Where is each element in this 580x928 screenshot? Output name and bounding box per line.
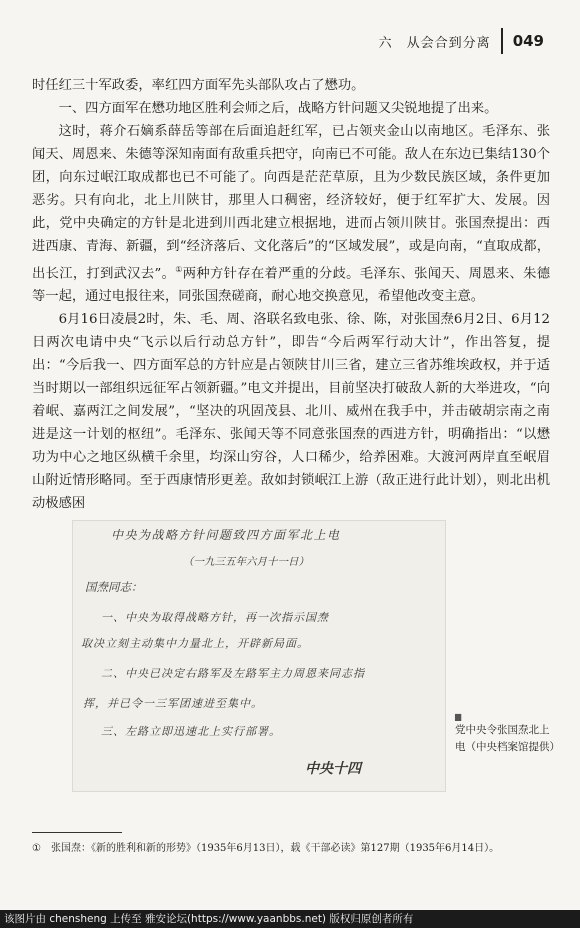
footnote-text: 张国焘：《新的胜利和新的形势》（1935年6月13日），载《干部必读》第127期（1935年6月14日）。 [50, 843, 500, 854]
telegram-line: 二、中央已决定右路军及左路军主力周恩来同志指 [101, 667, 365, 680]
telegram-salutation: 国焘同志： [85, 580, 143, 594]
page-header [379, 28, 544, 54]
watermark-text: 该图片由 chensheng 上传至 雅安论坛(https://www.yaanbbs.net) 版权归原创者所有 [4, 913, 414, 925]
footnote-number: ① [32, 843, 41, 854]
telegram-line: 三、左路立即迅速北上实行部署。 [101, 725, 281, 738]
watermark-bar [0, 910, 580, 928]
image-caption [455, 712, 560, 756]
header-divider [501, 28, 503, 54]
paragraph [32, 120, 550, 308]
telegram-line: 挥，并已令一三军团速进至集中。 [83, 697, 263, 710]
telegram-date: （一九三五年六月十一日） [183, 556, 309, 568]
telegram-title: 中央为战略方针问题致四方面军北上电 [111, 528, 341, 542]
telegram-line: 一、中央为取得战略方针，再一次指示国焘 [101, 611, 329, 624]
paragraph-text: 这时，蒋介石嫡系薛岳等部在后面追赶红军，已占领夹金山以南地区。毛泽东、张闻天、周恩来、朱德等深知南面有敌重兵把守，向南已不可能。敌人在东边已集结130个团，向东过岷江取成都也已不可能了。向西是茫茫草原，且为少数民族区域，条件更加恶劣。只有向北，北上川陕甘，那里人口稠密，经济较好，便于红军扩大、发展。因此，党中央确定的方针是北进到川西北建立根据地，进而占领川陕甘。张国焘提出：西进西康、青海、新疆，到“经济落后、文化落后”的“区域发展”，或是向南，“直取成都，出长江，打到武汉去”。 [32, 124, 550, 282]
caption-text: 党中央令张国焘北上电（中央档案馆提供） [455, 724, 560, 753]
footnote-divider [32, 832, 122, 833]
body-text [32, 74, 550, 515]
caption-mark: ▆ [455, 712, 462, 721]
page-number: 049 [512, 32, 544, 50]
paragraph: 时任红三十军政委，率红四方面军先头部队攻占了懋功。 [32, 78, 365, 93]
footnote [32, 840, 552, 857]
historical-telegram-image [72, 520, 446, 792]
paragraph: 一、四方面军在懋功地区胜利会师之后，战略方针问题又尖锐地提了出来。 [58, 101, 498, 116]
telegram-signature: 中央十四 [305, 761, 361, 777]
paragraph-text: 两种方针存在着严重的分歧。毛泽东、张闻天、周恩来、朱德等一起，通过电报往来，同张国焘磋商，耐心地交换意见，希望他改变主意。 [32, 266, 550, 305]
footnote-marker: ① [175, 265, 183, 274]
telegram-line: 取决立刻主动集中力量北上，开辟新局面。 [81, 637, 309, 650]
paragraph: 6月16日凌晨2时，朱、毛、周、洛联名致电张、徐、陈，对张国焘6月2日、6月12日两次电请中央“飞示以后行动总方针”，即告“今后两军行动大计”，作出答复，提出：“今后我一、四方面军总的方针应是占领陕甘川三省，建立三省苏维埃政权，并于适当时期以一部组织远征军占领新疆。”电文并提出，目前坚决打破敌人新的大举进攻，“向着岷、嘉两江之间发展”，“坚决的巩固茂县、北川、威州在我手中，并击破胡宗南之南进是这一计划的枢纽”。毛泽东、张闻天等不同意张国焘的西进方针，明确指出：“以懋功为中心之地区纵横千余里，均深山穷谷，人口稀少，给养困难。大渡河两岸直至岷眉山附近情形略同。至于西康情形更差。敌如封锁岷江上游（敌正进行此计划），则北出机动极感困 [32, 312, 550, 512]
chapter-title: 六 从会合到分离 [378, 35, 491, 51]
